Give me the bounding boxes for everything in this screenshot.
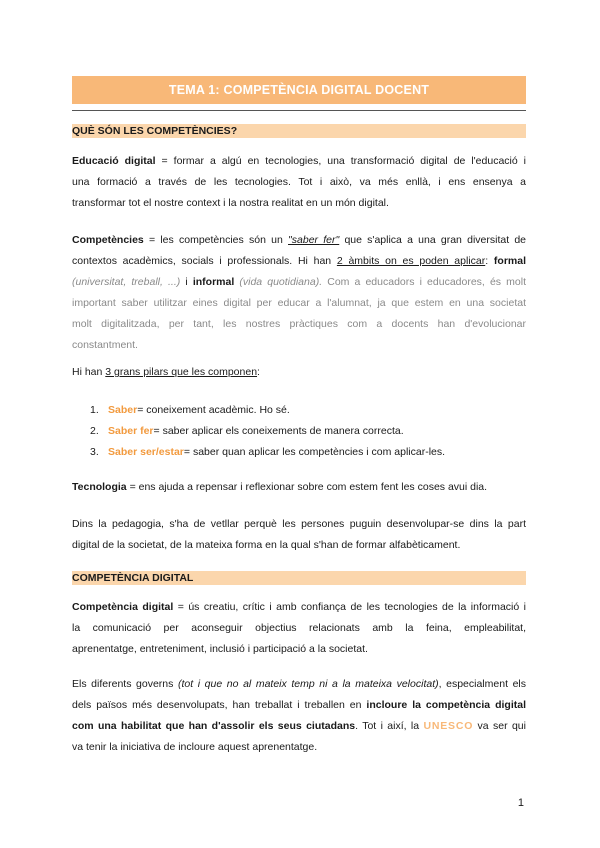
unesco-highlight: UNESCO (423, 720, 474, 732)
text-line: constantment. (72, 339, 138, 351)
pillars-list (90, 400, 510, 463)
list-number: 1. (90, 404, 99, 416)
term-competencies: Competències (72, 234, 144, 246)
title-divider (72, 110, 526, 111)
text-span: i (180, 276, 193, 288)
paragraph-educacio-digital (72, 151, 526, 214)
text-span: va ser qui (473, 720, 526, 732)
text-span: (vida quotidiana). (239, 276, 323, 288)
text-span: (tot i que no al mateix temp ni a la mateixa velocitat) (178, 678, 439, 690)
text-span: contextos acadèmics, socials i professionals. Hi han (72, 255, 337, 267)
text-line: digital de la societat, de la mateixa forma en la qual s'han de formar alfabèticament. (72, 539, 461, 551)
paragraph-tecnologia (72, 477, 526, 498)
text-line: una formació a través de les tecnologies. Tot i això, va més enllà, i ens ensenya a (72, 176, 526, 188)
text-span: = ús creatiu, crític i amb confiança de les tecnologies de la informació i (173, 601, 527, 613)
list-key: Saber fer (108, 425, 154, 437)
list-text: = saber quan aplicar les competències i com aplicar-les. (183, 446, 446, 458)
text-span: dels països més desenvolupats, han treballat i treballen en (72, 699, 367, 711)
text-span: Com a educadors i educadores, és molt (322, 276, 527, 288)
pilars-underlined: 3 grans pilars que les componen (105, 366, 258, 378)
ambits-underlined: 2 àmbits on es poden aplicar (336, 255, 486, 267)
text-span: : (257, 366, 260, 378)
page-number: 1 (517, 797, 524, 809)
term-educacio-digital: Educació digital (72, 155, 156, 167)
text-span: = les competències són un (143, 234, 289, 246)
list-item (90, 421, 510, 442)
section-heading-competencia-digital: COMPETÈNCIA DIGITAL (72, 571, 526, 585)
paragraph-competencia-digital (72, 597, 526, 660)
text-span: . Tot i així, la (355, 720, 424, 732)
text-line: = formar a algú en tecnologies, una transformació digital de l'educació i (155, 155, 527, 167)
term-tecnologia: Tecnologia (72, 481, 127, 493)
paragraph-governs (72, 674, 526, 758)
text-span: que s'aplica a una gran diversitat de (339, 234, 527, 246)
text-span: , especialment els (438, 678, 526, 690)
list-number: 2. (90, 425, 99, 437)
text-span: Hi han (72, 366, 106, 378)
list-text: = coneixement acadèmic. Ho sé. (137, 404, 290, 416)
text-span: com una habilitat que han d'assolir els seus ciutadans (72, 720, 356, 732)
text-span: incloure la competència digital (366, 699, 526, 711)
text-line: Dins la pedagogia, s'ha de vetllar perquè les persones puguin desenvolupar-se dins la part (72, 518, 526, 530)
text-line: la comunicació per aconseguir objectius relacionats amb la feina, empleabilitat, (72, 622, 526, 634)
text-span: Els diferents governs (72, 678, 178, 690)
paragraph-competencies (72, 230, 526, 356)
text-span: : (485, 255, 494, 267)
list-key: Saber ser/estar (108, 446, 184, 458)
text-span: (universitat, treball, ...) (72, 276, 181, 288)
text-line: transformar tot el nostre context i la nostra realitat en un món digital. (72, 197, 389, 209)
text-span: = ens ajuda a repensar i reflexionar sobre com estem fent les coses avui dia. (126, 481, 488, 493)
term-competencia-digital: Competència digital (72, 601, 174, 613)
paragraph-pedagogia (72, 514, 526, 556)
text-line: important saber utilitzar eines digital per educar a l'alumnat, ja que estem en una societat (72, 297, 526, 309)
term-formal: formal (493, 255, 527, 267)
saber-fer-quote: "saber fer" (288, 234, 340, 246)
term-informal: informal (192, 276, 235, 288)
text-line: aprenentatge, entreteniment, inclusió i participació a la societat. (72, 643, 368, 655)
list-item (90, 400, 510, 421)
list-key: Saber (108, 404, 138, 416)
list-text: = saber aplicar els coneixements de manera correcta. (153, 425, 404, 437)
document-title: TEMA 1: COMPETÈNCIA DIGITAL DOCENT (72, 76, 526, 104)
section-heading-competencies: QUÈ SÓN LES COMPETÈNCIES? (72, 124, 526, 138)
text-line: va tenir la iniciativa de incloure aquest aprenentatge. (72, 741, 318, 753)
list-number: 3. (90, 446, 99, 458)
text-line: molt digitalitzada, per tant, les nostres pràctiques com a docents han d'evolucionar (72, 318, 526, 330)
list-item (90, 442, 510, 463)
paragraph-pilars (72, 362, 526, 383)
